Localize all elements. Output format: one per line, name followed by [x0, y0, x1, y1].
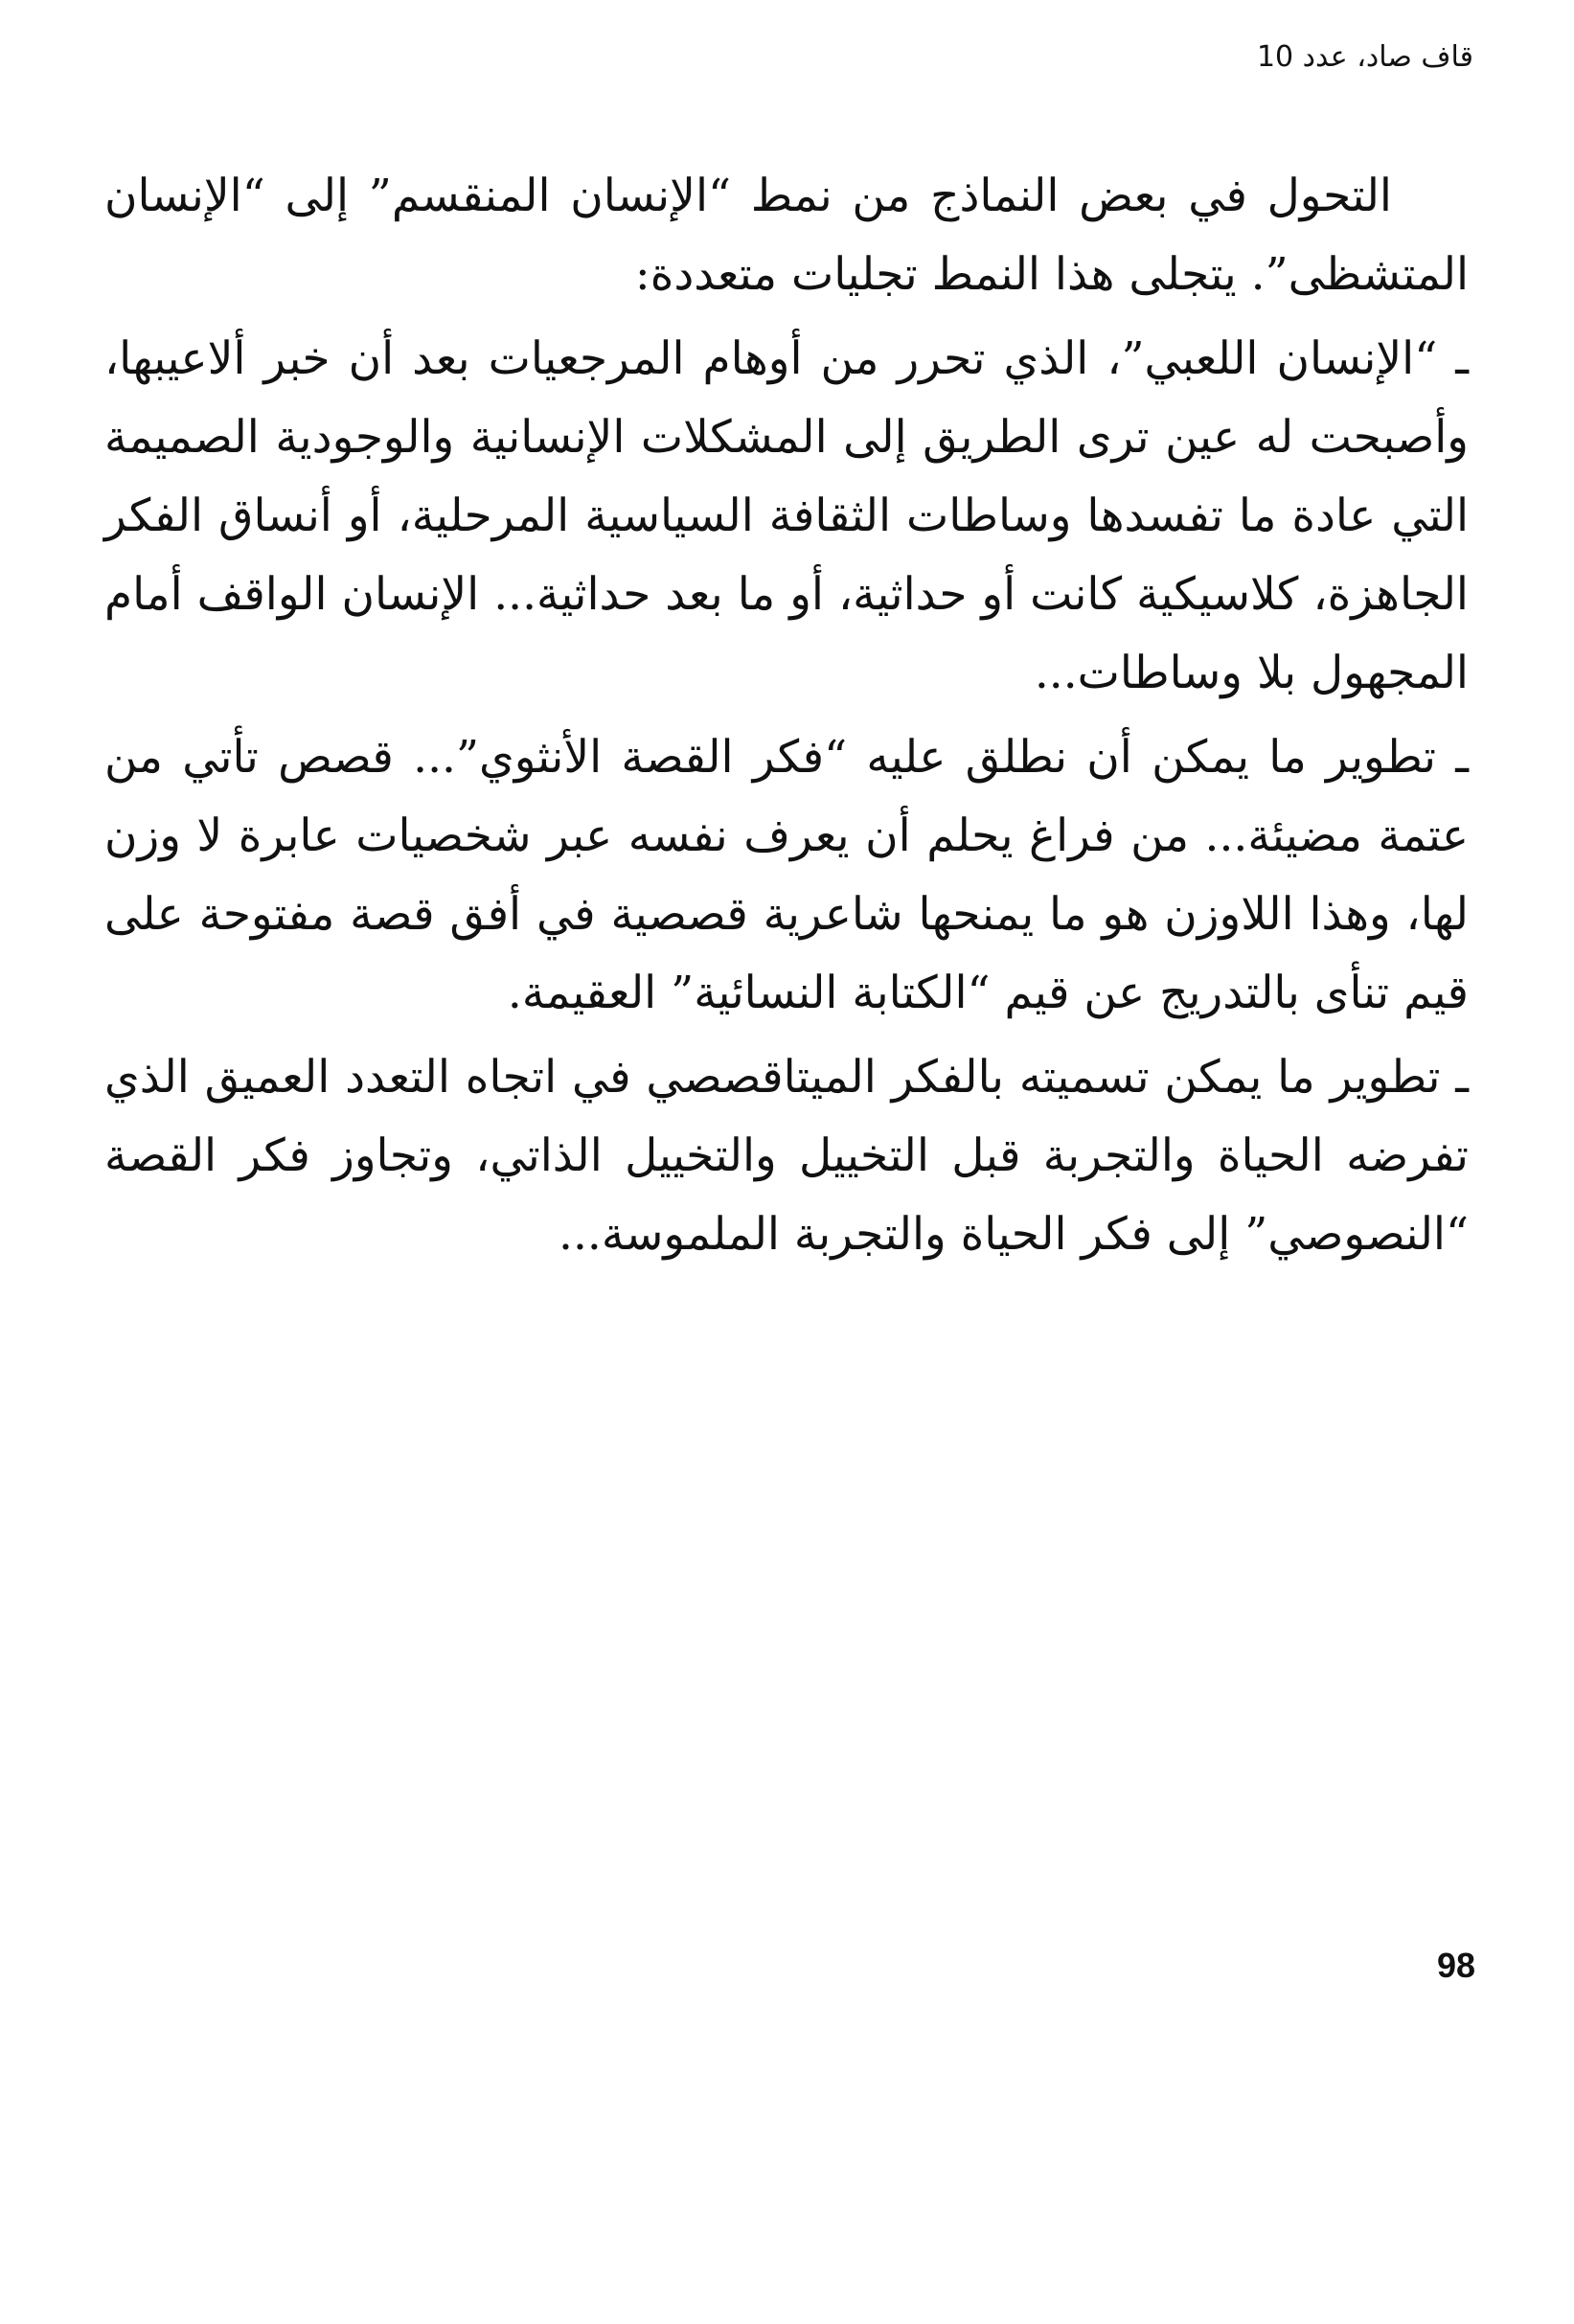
page-number: 98 [1437, 1946, 1476, 1985]
running-head: قاف صاد، عدد 10 [1256, 40, 1473, 74]
paragraph-metafiction: ـ تطوير ما يمكن تسميته بالفكر الميتاقصصي في اتجاه التعدد العميق الذي تفرضه الحياة والتجربة قبل التخييل والتخييل الذاتي، وتجاوز فكر القصة “النصوصي” إلى فكر الحياة والتجربة الملموسة... [104, 1051, 1469, 1261]
paragraph-playful-human: ـ “الإنسان اللعبي”، الذي تحرر من أوهام المرجعيات بعد أن خبر ألاعيبها، وأصبحت له عين ترى الطريق إلى المشكلات الإنسانية والوجودية الصميمة التي عادة ما تفسدها وساطات الثقافة السياسية المرحلية، أو أنساق الفكر الجاهزة، كلاسيكية كانت أو حداثية، أو ما بعد حداثية... الإنسان الواقف أمام المجهول بلا وساطات... [104, 332, 1470, 699]
paragraph-intro: التحول في بعض النماذج من نمط “الإنسان المنقسم” إلى “الإنسان المتشظى”. يتجلى هذا النمط تجليات متعددة: [104, 170, 1469, 301]
paragraph-feminine-story: ـ تطوير ما يمكن أن نطلق عليه “فكر القصة الأنثوي”... قصص تأتي من عتمة مضيئة... من فراغ يحلم أن يعرف نفسه عبر شخصيات عابرة لا وزن لها، وهذا اللاوزن هو ما يمنحها شاعرية قصصية في أفق قصة مفتوحة على قيم تنأى بالتدريج عن قيم “الكتابة النسائية” العقيمة. [104, 731, 1469, 1019]
body-text [104, 157, 1469, 1274]
